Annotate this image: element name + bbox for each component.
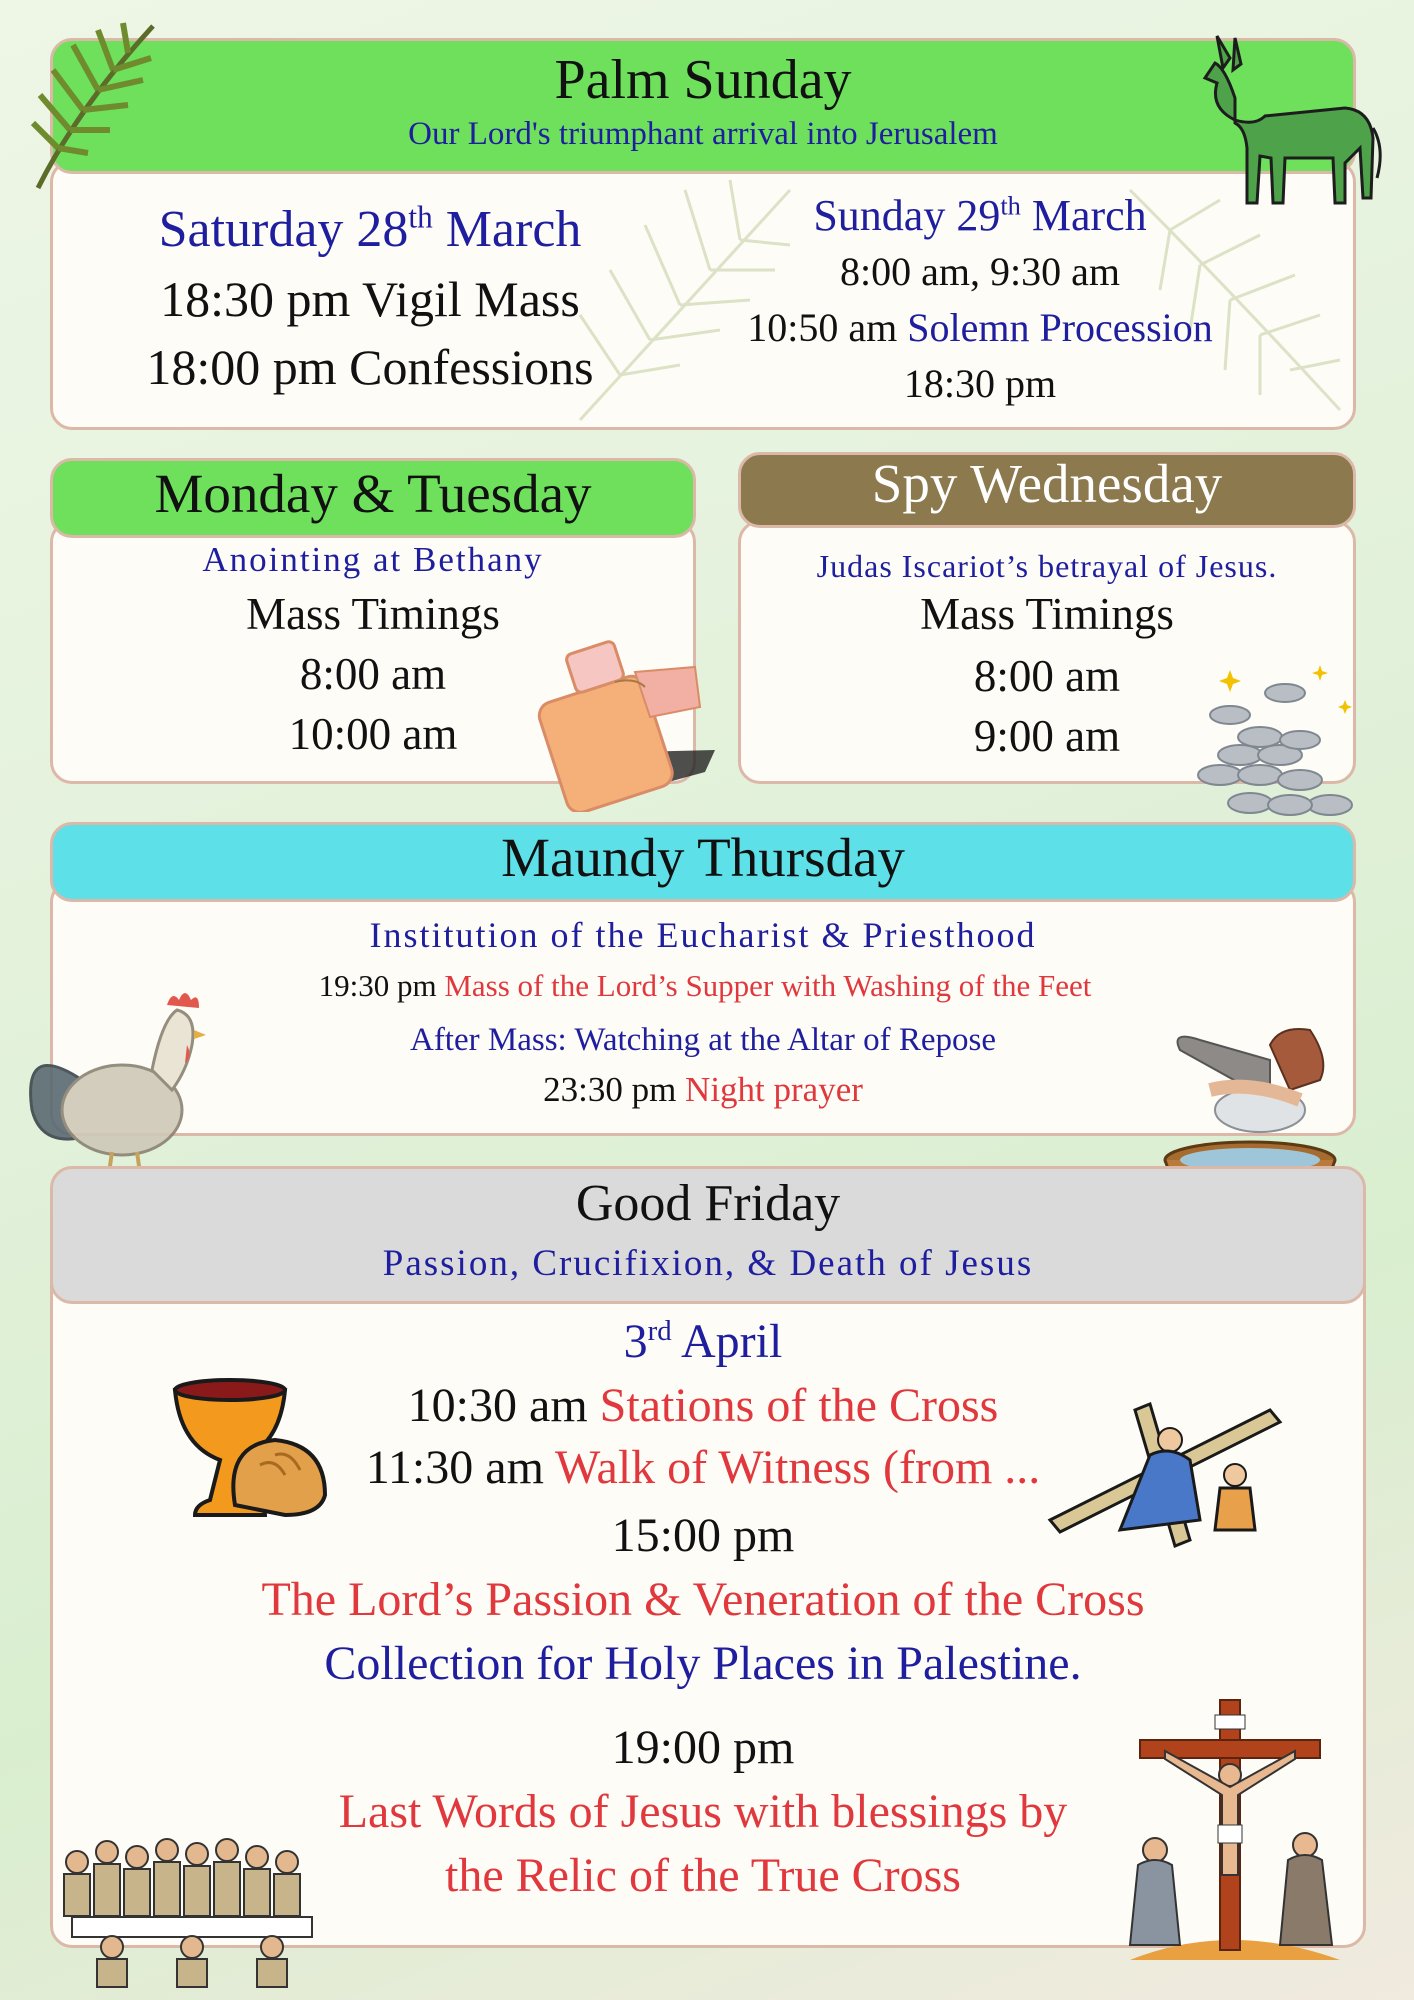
maundy-thursday-night-prayer-time: 23:30 pm [543, 1070, 677, 1109]
good-friday-date-day: 3 [623, 1315, 648, 1368]
maundy-thursday-night-prayer-event: Night prayer [685, 1070, 863, 1109]
palm-leaf-icon [18, 18, 158, 193]
good-friday-passion-time: 15:00 pm [611, 1509, 795, 1562]
good-friday-subtitle: Passion, Crucifixion, & Death of Jesus [382, 1243, 1034, 1284]
perfume-bottle-icon [525, 632, 725, 812]
good-friday-title: Good Friday [575, 1175, 841, 1232]
sunday-morning-masses: 8:00 am, 9:30 am [840, 249, 1120, 294]
good-friday-evening-time: 19:00 pm [611, 1721, 795, 1774]
silver-coins-icon [1190, 655, 1360, 825]
saturday-day-sup: th [408, 199, 433, 235]
maundy-thursday-mass-time: 19:30 pm [318, 968, 437, 1003]
spy-wednesday-subtitle: Judas Iscariot’s betrayal of Jesus. [816, 548, 1278, 584]
rooster-icon [12, 960, 207, 1195]
saturday-date [90, 200, 650, 259]
good-friday-walk-event: Walk of Witness (from ... [555, 1441, 1041, 1494]
saturday-month: March [445, 201, 582, 258]
spy-wednesday-title: Spy Wednesday [871, 453, 1223, 514]
last-supper-icon [52, 1822, 332, 1992]
good-friday-stations-time: 10:30 am [407, 1379, 588, 1432]
monday-tuesday-title: Monday & Tuesday [154, 463, 592, 524]
good-friday-collection: Collection for Holy Places in Palestine. [324, 1637, 1082, 1690]
monday-tuesday-time-1: 8:00 am [299, 649, 447, 699]
maundy-thursday-mass [160, 968, 1250, 1004]
good-friday-date-month: April [681, 1315, 783, 1368]
sunday-month: March [1031, 191, 1147, 240]
maundy-thursday-subtitle: Institution of the Eucharist & Priesthood [369, 915, 1037, 955]
good-friday-date-sup: rd [647, 1315, 672, 1347]
maundy-thursday-title: Maundy Thursday [501, 827, 905, 888]
sunday-day: Sunday 29 [813, 191, 1001, 240]
good-friday-date [50, 1314, 1356, 1369]
good-friday-stations-event: Stations of the Cross [599, 1379, 999, 1432]
spy-wednesday-time-1: 8:00 am [973, 651, 1121, 701]
palm-sunday-title: Palm Sunday [554, 49, 852, 111]
monday-tuesday-subtitle: Anointing at Bethany [202, 540, 544, 579]
spy-wednesday-time-2: 9:00 am [973, 711, 1121, 761]
palm-sunday-subtitle: Our Lord's triumphant arrival into Jerusalem [408, 116, 998, 152]
sunday-procession-event: Solemn Procession [907, 305, 1213, 350]
saturday-vigil-mass: 18:30 pm Vigil Mass [160, 271, 580, 327]
maundy-thursday-watching: After Mass: Watching at the Altar of Repose [409, 1022, 996, 1058]
crucifixion-icon [1110, 1695, 1350, 1965]
sunday-procession [690, 304, 1270, 351]
sunday-evening-mass: 18:30 pm [903, 361, 1057, 406]
saturday-confessions: 18:00 pm Confessions [146, 339, 594, 395]
good-friday-walk-time: 11:30 am [365, 1441, 544, 1494]
good-friday-passion-event: The Lord’s Passion & Veneration of the Cross [261, 1573, 1145, 1626]
chalice-bread-icon [165, 1375, 330, 1525]
monday-tuesday-time-2: 10:00 am [288, 709, 458, 759]
donkey-icon [1195, 28, 1385, 213]
spy-wednesday-heading: Mass Timings [920, 589, 1174, 639]
saturday-day: Saturday 28 [158, 201, 409, 258]
sunday-day-sup: th [1000, 190, 1021, 221]
sunday-procession-time: 10:50 am [747, 305, 898, 350]
simon-cross-icon [1040, 1390, 1300, 1555]
monday-tuesday-heading: Mass Timings [246, 589, 500, 639]
sunday-date [690, 190, 1270, 241]
good-friday-last-words-1: Last Words of Jesus with blessings by [338, 1785, 1068, 1838]
good-friday-last-words-2: the Relic of the True Cross [445, 1849, 961, 1902]
maundy-thursday-mass-event: Mass of the Lord’s Supper with Washing of the Feet [444, 968, 1092, 1003]
